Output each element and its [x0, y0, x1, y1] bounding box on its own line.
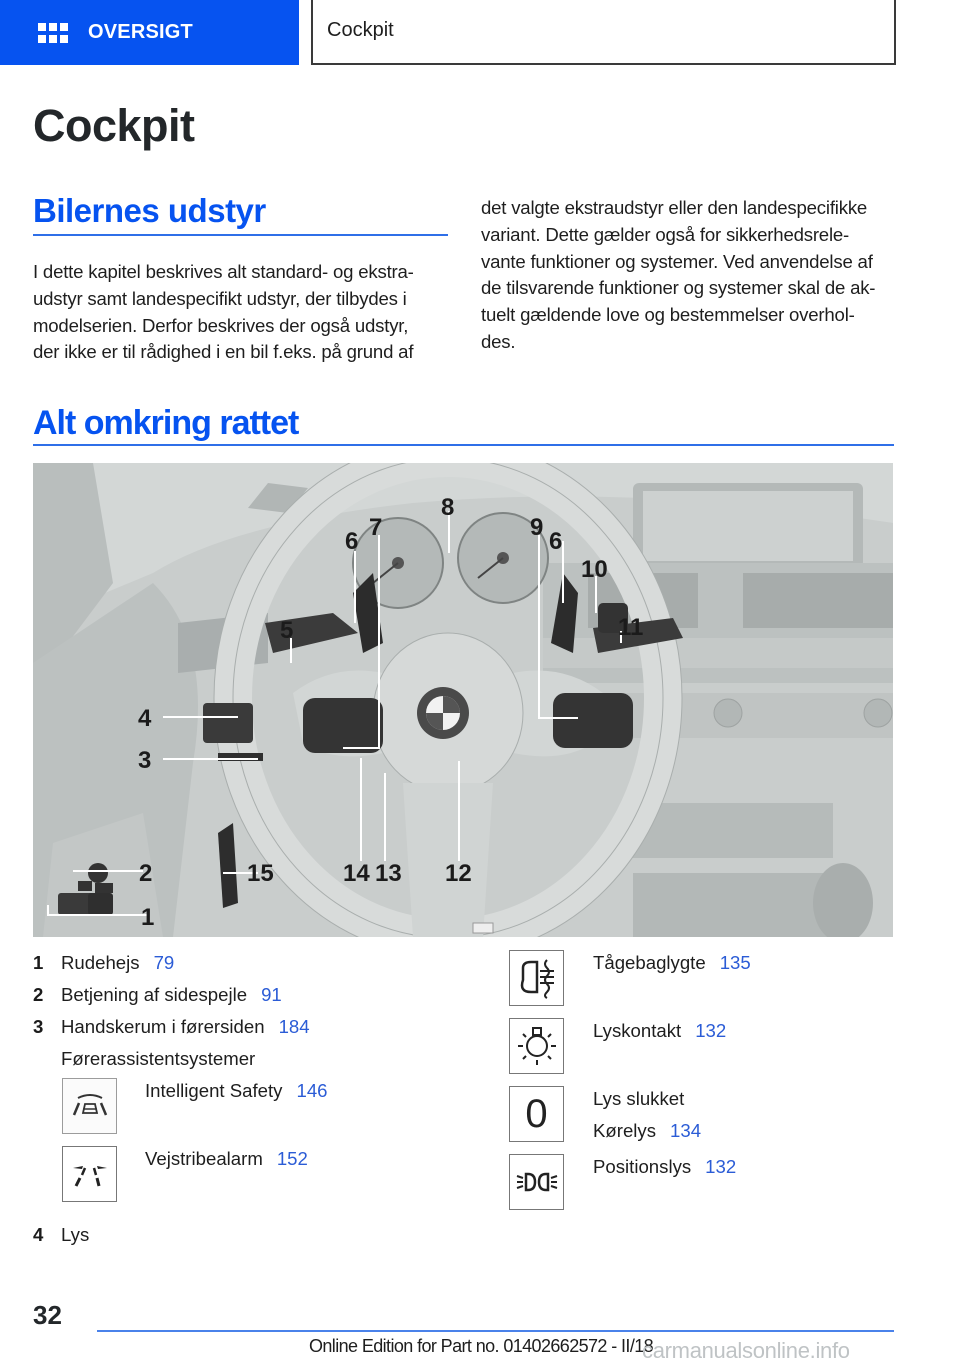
svg-text:10: 10 [581, 556, 608, 583]
svg-text:15: 15 [247, 860, 274, 887]
legend-label: Handskerum i førersiden [61, 1016, 265, 1037]
rear-fog-light-icon [509, 950, 564, 1006]
breadcrumb-label: Cockpit [327, 19, 394, 41]
legend-item-2 [33, 984, 282, 1006]
legend-item-1 [33, 952, 174, 974]
legend-label: Tågebaglygte [593, 952, 706, 973]
footer-divider [97, 1330, 894, 1332]
legend-number: 1 [33, 952, 44, 973]
legend-label: Rudehejs [61, 952, 140, 973]
page-ref-link[interactable]: 134 [670, 1120, 702, 1141]
svg-text:3: 3 [138, 747, 152, 774]
text-line: der ikke er til rådighed i en bil f.eks. på grund af [33, 341, 414, 363]
section-tab-label: OVERSIGT [88, 21, 193, 43]
page-ref-link[interactable]: 152 [276, 1148, 308, 1169]
legend-label: Positionslys [593, 1156, 692, 1177]
section-divider [33, 234, 448, 236]
text-line: udstyr samt landespecifikt udstyr, der tilbydes i [33, 287, 407, 309]
legend-number: 4 [33, 1224, 44, 1245]
grid-icon [38, 23, 68, 43]
intro-paragraph-right [481, 195, 901, 356]
legend-label: Kørelys [593, 1120, 657, 1141]
page-title: Cockpit [33, 100, 195, 151]
text-line: det valgte ekstraudstyr eller den landespecifikke [481, 197, 868, 218]
legend-label: Lys [61, 1224, 90, 1245]
cockpit-drawing [33, 463, 893, 937]
lights-off-glyph: 0 [525, 1091, 548, 1136]
section-heading-alt-omkring-rattet: Alt omkring rattet [33, 404, 299, 442]
svg-text:8: 8 [441, 494, 455, 521]
intelligent-safety-icon [62, 1078, 117, 1134]
text-line: variant. Dette gælder også for sikkerhedsrele- [481, 223, 850, 245]
legend-subheading-driver-assist [61, 1048, 255, 1070]
svg-text:6: 6 [345, 528, 359, 555]
watermark: carmanualsonline.info [642, 1338, 850, 1362]
page-ref-link[interactable]: 79 [153, 952, 175, 973]
svg-text:2: 2 [139, 860, 153, 887]
page-ref-link[interactable]: 132 [705, 1156, 737, 1177]
legend-label: Lys slukket [593, 1088, 685, 1109]
page-ref-link[interactable]: 132 [695, 1020, 727, 1041]
intro-paragraph-left [33, 259, 453, 366]
legend-label: Førerassistentsystemer [61, 1048, 256, 1069]
legend-label: Lyskontakt [593, 1020, 682, 1041]
position-lights-icon [509, 1154, 564, 1210]
svg-text:1: 1 [141, 904, 155, 931]
svg-text:4: 4 [138, 705, 152, 732]
text-line: modelserien. Derfor beskrives der også udstyr, [33, 314, 409, 336]
legend-number: 2 [33, 984, 44, 1005]
legend-label: Betjening af sidespejle [61, 984, 248, 1005]
section-heading-bilernes-udstyr: Bilernes udstyr [33, 192, 266, 229]
svg-text:13: 13 [375, 860, 402, 887]
section-divider [33, 444, 894, 446]
svg-text:14: 14 [343, 860, 370, 887]
svg-text:5: 5 [280, 617, 294, 644]
legend-item-rear-fog-light [593, 952, 751, 974]
legend-item-daytime-lights [593, 1120, 701, 1142]
text-line: vante funktioner og systemer. Ved anvendelse af [481, 250, 873, 272]
svg-text:6: 6 [549, 528, 563, 555]
legend-item-lane-departure [145, 1148, 308, 1170]
legend-item-3 [33, 1016, 310, 1038]
legend-item-intelligent-safety [145, 1080, 328, 1102]
text-line: I dette kapitel beskrives alt standard- og ekstra- [33, 261, 414, 282]
text-line: de tilsvarende funktioner og systemer skal de ak- [481, 277, 876, 299]
lane-departure-icon [62, 1146, 117, 1202]
breadcrumb [311, 0, 896, 65]
light-switch-icon [509, 1018, 564, 1074]
svg-text:11: 11 [618, 614, 644, 641]
page-ref-link[interactable]: 184 [278, 1016, 310, 1037]
section-tab-oversigt[interactable] [0, 0, 299, 65]
edition-text: Online Edition for Part no. 01402662572 - II/18 [309, 1336, 654, 1356]
lights-off-icon [509, 1086, 564, 1142]
page-ref-link[interactable]: 91 [261, 984, 282, 1005]
cockpit-illustration [33, 463, 893, 937]
text-line: tuelt gældende love og bestemmelser overhol- [481, 304, 855, 326]
legend-item-4 [33, 1224, 89, 1246]
legend-label: Vejstribealarm [145, 1148, 263, 1169]
page-ref-link[interactable]: 135 [719, 952, 751, 973]
svg-text:12: 12 [445, 860, 472, 887]
legend-item-lights-off [593, 1088, 684, 1110]
legend-number: 3 [33, 1016, 44, 1037]
legend-label: Intelligent Safety [145, 1080, 283, 1101]
svg-text:7: 7 [369, 514, 383, 541]
page-ref-link[interactable]: 146 [296, 1080, 328, 1101]
text-line: des. [481, 330, 516, 352]
page-number: 32 [33, 1300, 62, 1330]
svg-text:9: 9 [530, 514, 544, 541]
legend-item-light-switch [593, 1020, 726, 1042]
legend-item-position-lights [593, 1156, 736, 1178]
